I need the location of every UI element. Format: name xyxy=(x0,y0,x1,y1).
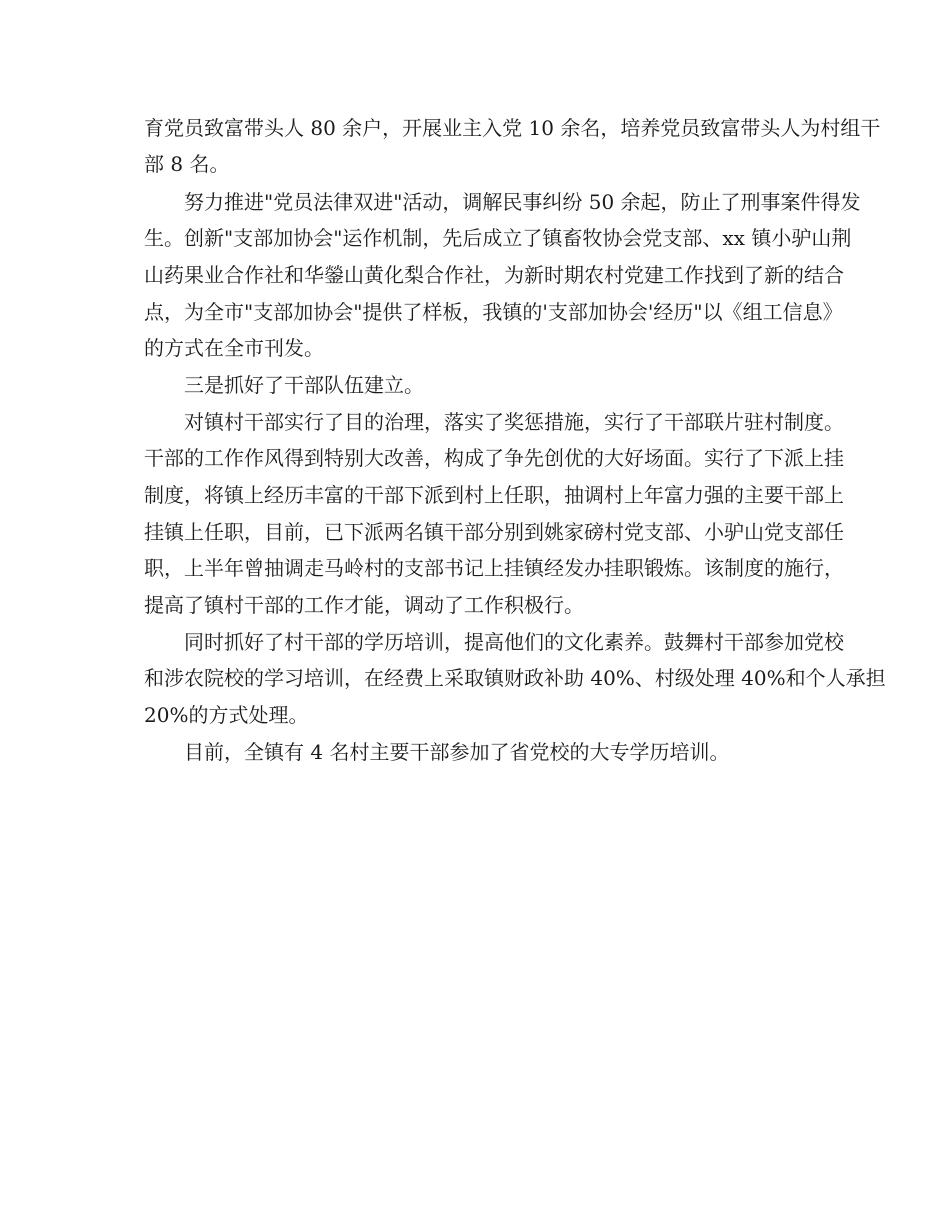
text-line: 同时抓好了村干部的学历培训，提高他们的文化素养。鼓舞村干部参加党校 xyxy=(184,630,844,654)
text-line: 三是抓好了干部队伍建立。 xyxy=(184,373,424,397)
text-line: 提高了镇村干部的工作才能，调动了工作积极行。 xyxy=(144,593,584,617)
text-line: 挂镇上任职，目前，已下派两名镇干部分别到姚家磅村党支部、小驴山党支部任 xyxy=(144,520,844,544)
text-line: 点，为全市"支部加协会"提供了样板，我镇的'支部加协会'经历"以《组工信息》 xyxy=(144,300,843,324)
text-line: 职，上半年曾抽调走马岭村的支部书记上挂镇经发办挂职锻炼。该制度的施行， xyxy=(144,556,844,580)
text-line: 制度，将镇上经历丰富的干部下派到村上任职，抽调村上年富力强的主要干部上 xyxy=(144,483,844,507)
text-line: 生。创新"支部加协会"运作机制，先后成立了镇畜牧协会党支部、xx 镇小驴山荆 xyxy=(144,226,852,250)
text-line: 的方式在全市刊发。 xyxy=(144,336,324,360)
text-line: 20%的方式处理。 xyxy=(144,703,309,727)
text-line: 目前，全镇有 4 名村主要干部参加了省党校的大专学历培训。 xyxy=(184,740,730,764)
text-line: 对镇村干部实行了目的治理，落实了奖惩措施，实行了干部联片驻村制度。 xyxy=(184,410,844,434)
text-line: 部 8 名。 xyxy=(144,152,230,176)
text-line: 和涉农院校的学习培训，在经费上采取镇财政补助 40%、村级处理 40%和个人承担 xyxy=(144,666,886,690)
text-line: 育党员致富带头人 80 余户，开展业主入党 10 余名，培养党员致富带头人为村组干 xyxy=(144,116,881,140)
text-line: 干部的工作作风得到特别大改善，构成了争先创优的大好场面。实行了下派上挂 xyxy=(144,446,844,470)
text-line: 努力推进"党员法律双进"活动，调解民事纠纷 50 余起，防止了刑事案件得发 xyxy=(184,190,861,214)
text-line: 山药果业合作社和华鎣山黄化梨合作社，为新时期农村党建工作找到了新的结合 xyxy=(144,263,844,287)
